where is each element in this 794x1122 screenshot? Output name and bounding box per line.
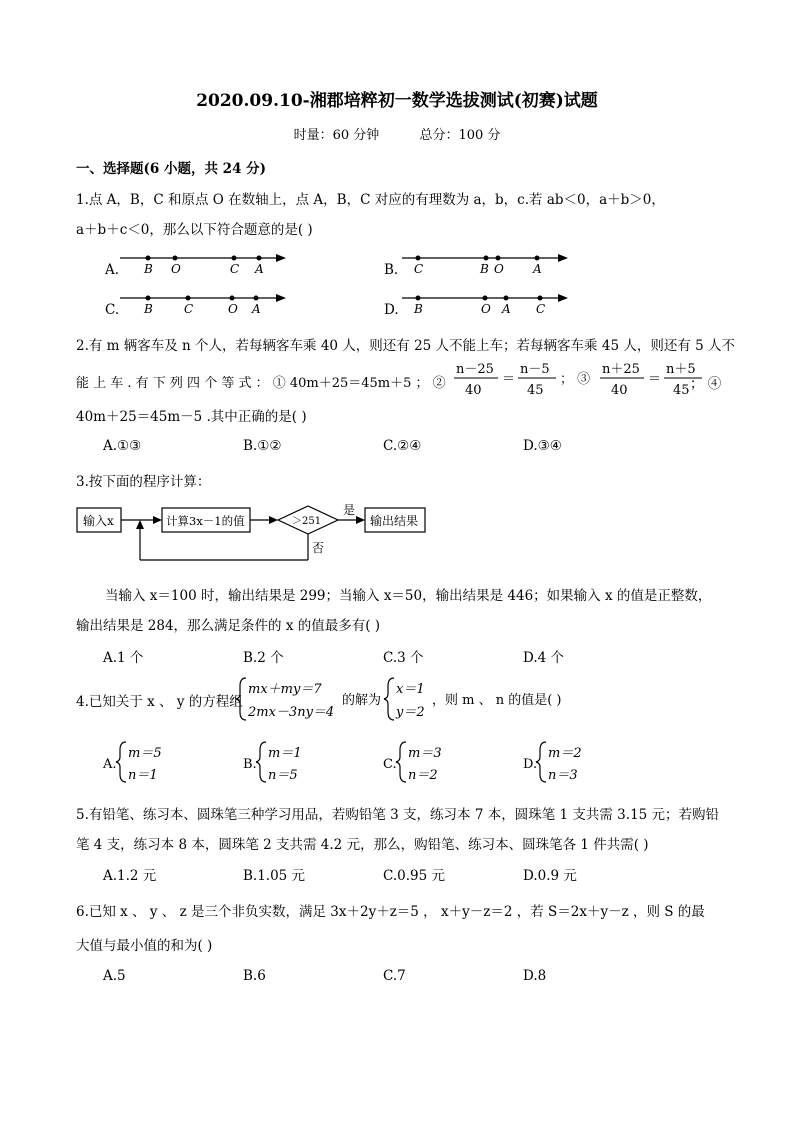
q1c-label-2: C [184, 302, 194, 316]
q1a-label-4: A [255, 262, 264, 276]
page-title: 2020.09.10-湘郡培粹初一数学选拔测试(初赛)试题 [196, 91, 598, 111]
q3-line1: 3.按下面的程序计算： [76, 474, 211, 490]
q5-option-a[interactable]: A.1.2 元 [103, 868, 157, 884]
q6-line2: 大值与最小值的和为( ) [76, 938, 213, 954]
q3-para1: 当输入 x＝100 时，输出结果是 299；当输入 x＝50，输出结果是 446；如果输入 x 的值是正整数， [105, 588, 712, 604]
q4-mid: 的解为 [342, 693, 382, 708]
q5-line1: 5.有铅笔、练习本、圆珠笔三种学习用品，若购铅笔 3 支，练习本 7 本，圆珠笔 1 支共需 3.15 元；若购铅 [76, 807, 720, 823]
svg-text:A.: A. [103, 757, 117, 772]
svg-text:m＝3: m＝3 [408, 746, 442, 761]
svg-text:m＝2: m＝2 [548, 746, 582, 761]
q1d-label-4: C [536, 302, 546, 316]
q2-option-b[interactable]: B.①② [243, 438, 282, 454]
svg-text:n＝5: n＝5 [268, 768, 298, 783]
q2-line3: 40m＋25＝45m－5 .其中正确的是( ) [76, 409, 307, 425]
q4-options [100, 738, 720, 786]
q3-option-a[interactable]: A.1 个 [103, 650, 144, 666]
q6-option-a[interactable]: A.5 [103, 968, 126, 984]
q4-sol2: y＝2 [396, 705, 425, 720]
total-score: 总分：100 分 [419, 128, 501, 143]
q1a-label-2: O [171, 262, 181, 276]
q1a-label-3: C [230, 262, 240, 276]
q1-numberline-a [118, 244, 288, 278]
time-limit: 时量：60 分钟 [293, 128, 380, 143]
q2-option-d[interactable]: D.③④ [523, 438, 562, 454]
flow-yes-label: 是 [343, 503, 356, 517]
svg-text:m＝1: m＝1 [268, 746, 302, 761]
q1-numberline-d [400, 284, 570, 318]
q1b-label-4: A [533, 262, 542, 276]
q4-eq2: 2mx－3ny＝4 [248, 705, 335, 720]
q1d-label-3: A [502, 302, 511, 316]
q5-option-b[interactable]: B.1.05 元 [243, 868, 306, 884]
q1-line1: 1.点 A，B，C 和原点 O 在数轴上，点 A，B，C 对应的有理数为 a，b，c.若 ab＜0，a＋b＞0， [76, 192, 665, 208]
svg-text:m＝5: m＝5 [128, 746, 162, 761]
q1-numberline-c [118, 284, 288, 318]
q1-option-b-label: B. [384, 262, 399, 278]
q6-option-b[interactable]: B.6 [243, 968, 266, 984]
q6-option-c[interactable]: C.7 [383, 968, 406, 984]
svg-text:D.: D. [523, 757, 538, 772]
svg-text:C.: C. [383, 757, 397, 772]
f2-den1: 40 [465, 383, 482, 398]
q1-option-a-label: A. [105, 262, 120, 278]
svg-text:n＝3: n＝3 [548, 768, 578, 783]
q1b-label-1: C [414, 262, 424, 276]
flow-output-text: 输出结果 [370, 514, 419, 528]
q6-option-d[interactable]: D.8 [523, 968, 547, 984]
q1-numberline-b [400, 244, 570, 278]
f3-num1: n＋25 [602, 362, 640, 377]
flow-compute-text: 计算3x－1的值 [166, 514, 245, 528]
q4-option-b [243, 742, 302, 783]
q5-line2: 笔 4 支，练习本 8 本，圆珠笔 2 支共需 4.2 元，那么，购铅笔、练习本、圆珠笔各 1 件共需( ) [76, 837, 649, 853]
q3-option-b[interactable]: B.2 个 [243, 650, 284, 666]
q4-post: ，则 m 、 n 的值是( ) [432, 693, 562, 708]
q2-option-c[interactable]: C.②④ [383, 438, 422, 454]
f3-den2: 45 [673, 383, 690, 398]
q1-line2: a＋b＋c＜0，那么以下符合题意的是( ) [76, 222, 313, 238]
flow-no-label: 否 [312, 541, 325, 555]
q4-eq1: mx＋my＝7 [248, 682, 322, 697]
q2-line2: 能 上 车 . 有 下 列 四 个 等 式 ： ① 40m＋25＝45m＋5 ； ② [76, 376, 446, 391]
q3-option-c[interactable]: C.3 个 [383, 650, 424, 666]
q1a-label-1: B [144, 262, 153, 276]
q2-mid3: ； ③ [560, 372, 591, 387]
flow-input-text: 输入x [83, 514, 114, 528]
q1c-label-3: O [228, 302, 238, 316]
section-heading: 一、选择题(6 小题，共 24 分) [76, 161, 267, 177]
f2-num1: n－25 [456, 362, 494, 377]
q4-option-a [102, 742, 162, 783]
q6-line1: 6.已知 x 、 y 、 z 是三个非负实数，满足 3x＋2y＋z＝5 ， x＋y－z＝2 ，若 S＝2x＋y－z ，则 S 的最 [76, 904, 705, 920]
f2-den2: 45 [527, 383, 544, 398]
q1c-label-1: B [144, 302, 153, 316]
f2-num2: n－5 [520, 362, 550, 377]
svg-text:B.: B. [243, 757, 257, 772]
q4-option-c [383, 742, 442, 783]
q5-option-d[interactable]: D.0.9 元 [523, 868, 577, 884]
q3-para2: 输出结果是 284，那么满足条件的 x 的值最多有( ) [76, 618, 381, 634]
q2-end4: ； ④ [690, 376, 722, 392]
q2-fractions [452, 356, 722, 402]
svg-text:＝: ＝ [648, 372, 662, 387]
q2-option-a[interactable]: A.①③ [103, 438, 142, 454]
q1d-label-1: B [414, 302, 423, 316]
f3-num2: n＋5 [666, 362, 696, 377]
svg-text:＝: ＝ [502, 372, 516, 387]
q1-option-d-label: D. [384, 302, 399, 318]
svg-text:n＝1: n＝1 [128, 768, 158, 783]
q2-line1: 2.有 m 辆客车及 n 个人，若每辆客车乘 40 人，则还有 25 人不能上车；若每辆客车乘 45 人，则还有 5 人不 [76, 338, 735, 354]
q4-option-d [523, 742, 582, 783]
q3-flowchart [74, 498, 434, 568]
svg-text:n＝2: n＝2 [408, 768, 438, 783]
q4-sol1: x＝1 [396, 682, 425, 697]
q1d-label-2: O [481, 302, 491, 316]
q4-pre: 4.已知关于 x 、 y 的方程组 [76, 694, 243, 710]
q5-option-c[interactable]: C.0.95 元 [383, 868, 445, 884]
exam-info [0, 124, 794, 143]
flow-cond-text: ＞251 [292, 516, 322, 527]
q4-system [236, 674, 596, 724]
f3-den1: 40 [611, 383, 628, 398]
q1b-label-3: O [494, 262, 504, 276]
q3-option-d[interactable]: D.4 个 [523, 650, 565, 666]
q1-option-c-label: C. [105, 302, 120, 318]
q1c-label-4: A [252, 302, 261, 316]
q1b-label-2: B [480, 262, 489, 276]
